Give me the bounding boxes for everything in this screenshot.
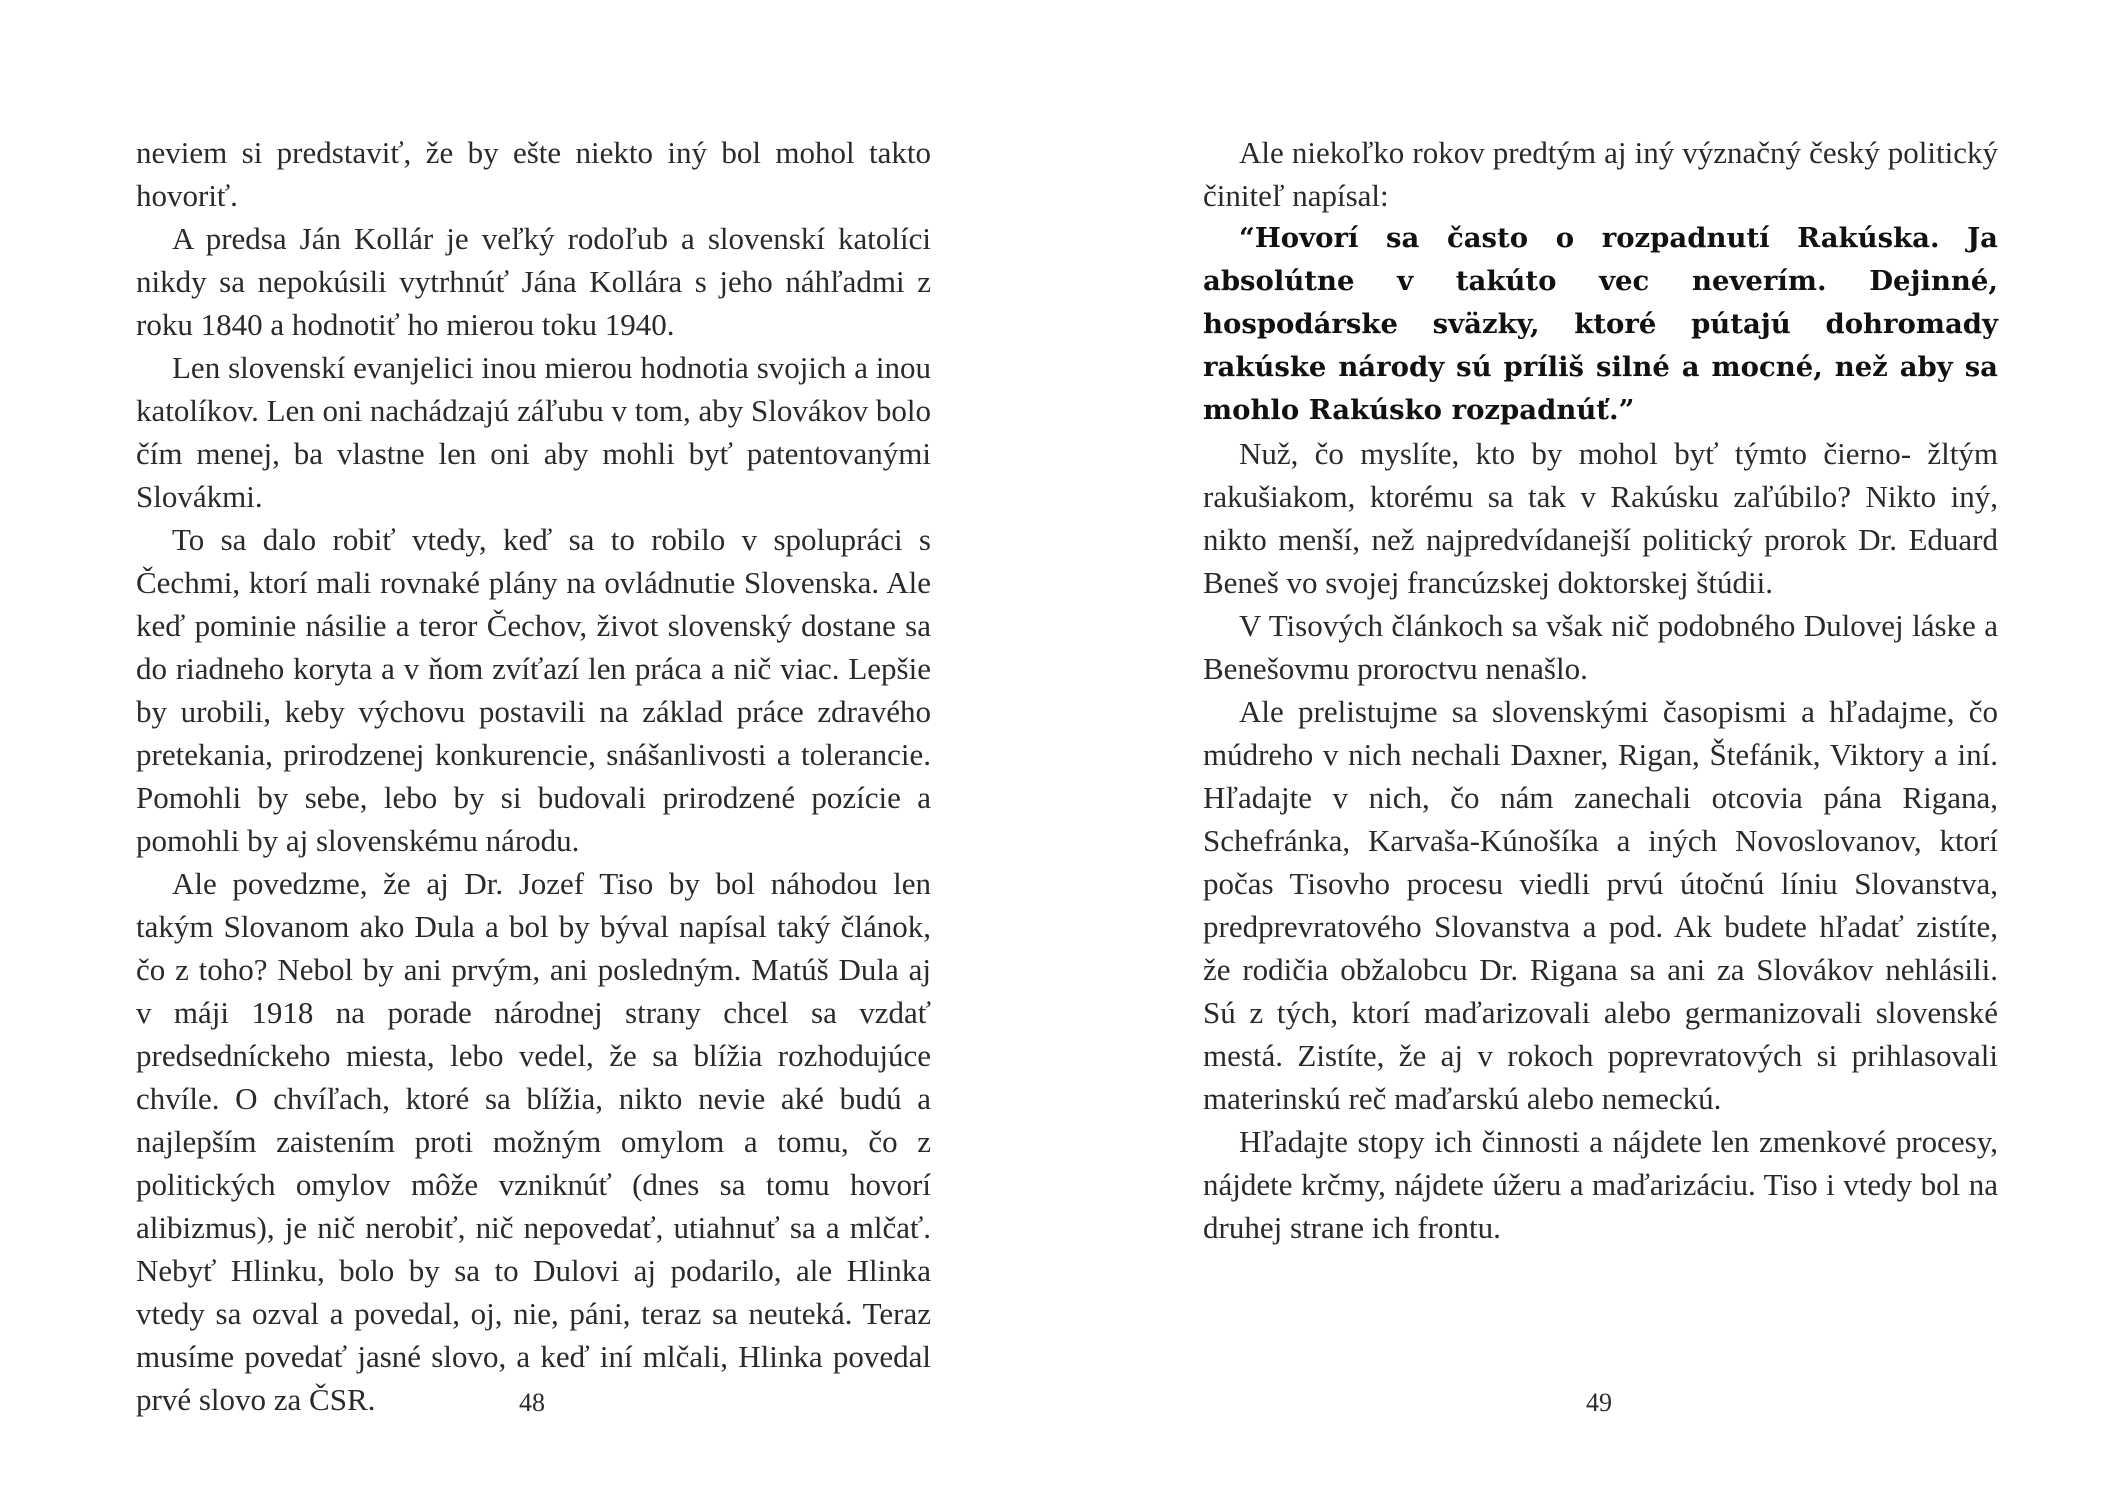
paragraph: A predsa Ján Kollár je veľký rodoľub a slovenskí katolíci nikdy sa nepokúsili vytrhnúť Jána Kollára s jeho náhľadmi z roku 1840 a hodnotiť ho mierou toku 1940.	[136, 221, 931, 342]
right-page-text	[1203, 131, 1998, 1249]
left-page-text	[136, 131, 931, 1421]
page-number: 49	[1586, 1388, 1612, 1417]
paragraph: Ale povedzme, že aj Dr. Jozef Tiso by bol náhodou len takým Slovanom ako Dula a bol by býval napísal taký článok, čo z toho? Nebol by ani prvým, ani posledným. Matúš Dula aj v máji 1918 na porade národnej strany chcel sa vzdať predsedníckeho miesta, lebo vedel, že sa blížia rozhodujúce chvíle. O chvíľach, ktoré sa blížia, nikto nevie aké budú a najlepším zaistením proti možným omylom a tomu, čo z politických omylov môže vzniknúť (dnes sa tomu hovorí alibizmus), je nič nerobiť, nič nepovedať, utiahnuť sa a mlčať. Nebyť Hlinku, bolo by sa to Dulovi aj podarilo, ale Hlinka vtedy sa ozval a povedal, oj, nie, páni, teraz sa neuteká. Teraz musíme povedať jasné slovo, a keď iní mlčali, Hlinka povedal prvé slovo za ČSR.	[136, 866, 931, 1417]
paragraph: To sa dalo robiť vtedy, keď sa to robilo v spolupráci s Čechmi, ktorí mali rovnaké plány na ovládnutie Slovenska. Ale keď pominie násilie a teror Čechov, život slovenský dostane sa do riadneho koryta a v ňom zvíťazí len práca a nič viac. Lepšie by urobili, keby výchovu postavili na základ práce zdravého pretekania, prirodzenej konkurencie, snášanlivosti a tolerancie. Pomohli by sebe, lebo by si budovali prirodzené pozície a pomohli by aj slovenskému národu.	[136, 522, 931, 858]
paragraph: Len slovenskí evanjelici inou mierou hodnotia svojich a inou katolíkov. Len oni nachádzajú záľubu v tom, aby Slovákov bolo čím menej, ba vlastne len oni aby mohli byť patentovanými Slovákmi.	[136, 350, 931, 514]
paragraph: neviem si predstaviť, že by ešte niekto iný bol mohol takto hovoriť.	[136, 135, 931, 213]
paragraph: Ale niekoľko rokov predtým aj iný význačný český politický činiteľ napísal:	[1203, 135, 1998, 213]
block-quote: “Hovorí sa často o rozpadnutí Rakúska. Ja absolútne v takúto vec neverím. Dejinné, hospodárske sväzky, ktoré pútajú dohromady rakúske národy sú príliš silné a mocné, než aby sa mohlo Rakúsko rozpadnúť.”	[1203, 222, 1998, 426]
paragraph: Ale prelistujme sa slovenskými časopismi a hľadajme, čo múdreho v nich nechali Daxner, Rigan, Štefánik, Viktory a iní. Hľadajte v nich, čo nám zanechali otcovia pána Rigana, Schefránka, Karvaša-Kúnošíka a iných Novoslovanov, ktorí počas Tisovho procesu viedli prvú útočnú líniu Slovanstva, predprevratového Slovanstva a pod. Ak budete hľadať zistíte, že rodičia obžalobcu Dr. Rigana sa ani za Slovákov nehlásili. Sú z tých, ktorí maďarizovali alebo germanizovali slovenské mestá. Zistíte, že aj v rokoch poprevratových si prihlasovali materinskú reč maďarskú alebo nemeckú.	[1203, 694, 1998, 1116]
paragraph: V Tisových článkoch sa však nič podobného Dulovej láske a Benešovmu proroctvu nenašlo.	[1203, 608, 1998, 686]
page-number: 48	[519, 1388, 545, 1417]
paragraph: Nuž, čo myslíte, kto by mohol byť týmto čierno- žltým rakušiakom, ktorému sa tak v Rakúsku zaľúbilo? Nikto iný, nikto menší, než najpredvídanejší politický prorok Dr. Eduard Beneš vo svojej francúzskej doktorskej štúdii.	[1203, 436, 1998, 600]
paragraph: Hľadajte stopy ich činnosti a nájdete len zmenkové procesy, nájdete krčmy, nájdete úžeru a maďarizáciu. Tiso i vtedy bol na druhej strane ich frontu.	[1203, 1124, 1998, 1245]
right-page	[1059, 0, 2118, 1500]
